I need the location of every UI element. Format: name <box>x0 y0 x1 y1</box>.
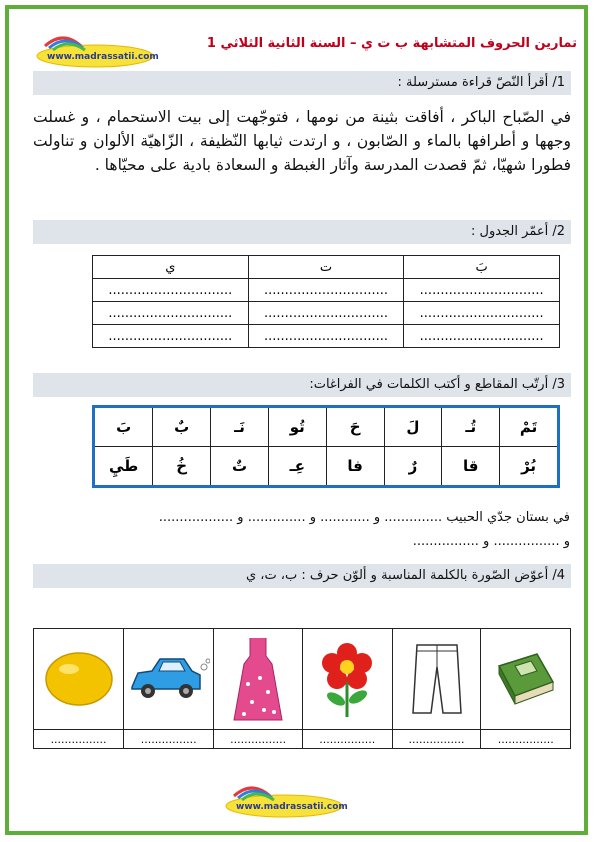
syllable-row <box>94 407 559 447</box>
conjunction: و <box>563 534 570 549</box>
blank-cell[interactable]: .............................. <box>404 325 560 348</box>
picture-cell <box>124 629 214 730</box>
syllable-cell: نَـ <box>211 407 269 447</box>
syllable-cell: رٌ <box>384 447 442 487</box>
blank-cell[interactable]: .............................. <box>93 325 249 348</box>
logo-graphic-icon <box>222 782 352 818</box>
syllable-cell: قا <box>442 447 500 487</box>
blank-cell[interactable]: .............................. <box>93 279 249 302</box>
answer-blank[interactable]: ............ <box>320 510 370 525</box>
answer-row <box>34 730 571 749</box>
answer-blank[interactable]: .................. <box>158 510 234 525</box>
conjunction: و <box>373 510 381 525</box>
answer-blank[interactable]: ................ <box>412 534 479 549</box>
syllable-cell: لَ <box>384 407 442 447</box>
syllable-cell: بُرْ <box>500 447 559 487</box>
flower-icon <box>312 637 382 721</box>
sentence-line-1 <box>40 510 570 525</box>
logo-text: www.madrassatii.com <box>236 802 348 812</box>
logo-text: www.madrassatii.com <box>47 52 159 62</box>
conjunction: و <box>309 510 316 525</box>
column-header: بَ <box>404 256 560 279</box>
picture-cell <box>481 629 571 730</box>
answer-blank[interactable]: ................ <box>214 730 303 749</box>
blank-cell[interactable]: .............................. <box>248 279 404 302</box>
syllable-cell: حَ <box>326 407 384 447</box>
conjunction: و <box>483 534 490 549</box>
sentence-prefix: في بستان جدّي الحبيب <box>446 510 570 525</box>
table-row <box>93 302 560 325</box>
table-header-row <box>93 256 560 279</box>
picture-table <box>33 628 571 749</box>
answer-blank[interactable]: ................ <box>481 730 571 749</box>
syllable-table <box>92 405 560 488</box>
dress-icon <box>230 634 286 724</box>
reading-paragraph: في الصّباح الباكر ، أفاقت بثينة من نومها ، فتوجّهت إلى بيت الاستحمام ، و غسلت وجهها و أطرافها بالماء و الصّابون ، و ارتدت ثيابها النّظيفة ، الزّاهيّة الألوان و تناولت فطورا شهيّا، ثمّ قصدت المدرسة وآثار الغبطة و السعادة بادية على محيّاها . <box>33 108 571 174</box>
picture-cell <box>34 629 124 730</box>
syllable-cell: تُو <box>268 407 326 447</box>
picture-cell <box>303 629 393 730</box>
sentence-line-2 <box>40 534 570 549</box>
syllable-cell: طَيِ <box>94 447 153 487</box>
answer-blank[interactable]: .............. <box>384 510 443 525</box>
blank-cell[interactable]: .............................. <box>404 279 560 302</box>
blank-cell[interactable]: .............................. <box>93 302 249 325</box>
syllable-cell: فا <box>326 447 384 487</box>
blank-cell[interactable]: .............................. <box>248 302 404 325</box>
picture-cell <box>214 629 303 730</box>
picture-row <box>34 629 571 730</box>
blank-cell[interactable]: .............................. <box>404 302 560 325</box>
section3-heading: 3/ أرتّب المقاطع و أكتب الكلمات في الفراغات: <box>33 373 571 397</box>
answer-blank[interactable]: ................ <box>124 730 214 749</box>
answer-blank[interactable]: .............. <box>247 510 306 525</box>
car-icon <box>128 651 210 707</box>
syllable-cell: بٌ <box>153 407 211 447</box>
table-row <box>93 325 560 348</box>
section2-heading: 2/ أعمّر الجدول : <box>33 220 571 244</box>
syllable-cell: تَمْ <box>500 407 559 447</box>
blank-cell[interactable]: .............................. <box>248 325 404 348</box>
picture-cell <box>392 629 481 730</box>
syllable-cell: عِـ <box>268 447 326 487</box>
book-icon <box>491 644 561 714</box>
syllable-cell: تُـ <box>442 407 500 447</box>
syllable-cell: تٌ <box>211 447 269 487</box>
column-header: ي <box>93 256 249 279</box>
table-row <box>93 279 560 302</box>
page-title: تمارين الحروف المتشابهة ب ت ي – السنة الثانية الثلاثي 1 <box>206 36 577 51</box>
fill-table <box>92 255 560 348</box>
section4-heading: 4/ أعوّض الصّورة بالكلمة المناسبة و ألوّن حرف : ب، ت، ي <box>33 564 571 588</box>
pants-icon <box>407 639 467 719</box>
syllable-cell: بَ <box>94 407 153 447</box>
section1-heading: 1/ أقرأ النّصّ قراءة مسترسلة : <box>33 71 571 95</box>
syllable-row <box>94 447 559 487</box>
answer-blank[interactable]: ................ <box>493 534 560 549</box>
column-header: ت <box>248 256 404 279</box>
syllable-cell: خُ <box>153 447 211 487</box>
answer-blank[interactable]: ................ <box>303 730 393 749</box>
answer-blank[interactable]: ................ <box>392 730 481 749</box>
lemon-icon <box>39 647 119 711</box>
conjunction: و <box>237 510 244 525</box>
footer-logo <box>222 782 352 818</box>
answer-blank[interactable]: ................ <box>34 730 124 749</box>
